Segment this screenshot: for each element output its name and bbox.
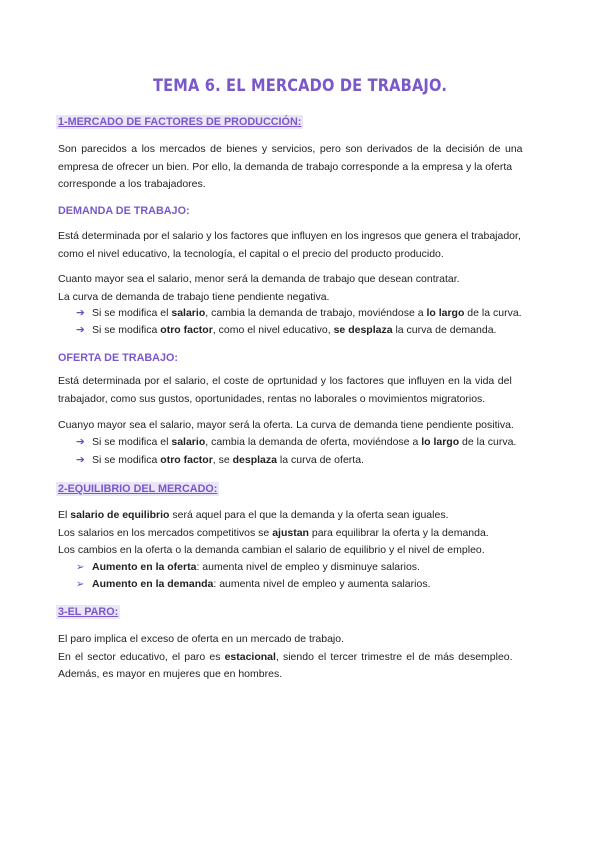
arrow-bullet-icon: ➔ — [76, 324, 85, 336]
text-line: Los salarios en los mercados competitivos se ajustan para equilibrar la oferta y la demanda. — [58, 526, 489, 539]
text-line: El paro implica el exceso de oferta en un mercado de trabajo. — [58, 633, 344, 645]
paragraph-paro — [58, 631, 544, 684]
text-line: Cuanto mayor sea el salario, menor será la demanda de trabajo que desean contratar. — [58, 273, 460, 285]
arrow-bullet-icon: ➔ — [76, 307, 85, 319]
bullet-aumento-oferta: ➢ Aumento en la oferta: aumenta nivel de empleo y disminuye salarios. — [76, 559, 420, 576]
text-line: En el sector educativo, el paro es estacional, siendo el tercer trimestre el de más desempleo. — [58, 650, 513, 663]
bullet-aumento-demanda: ➢ Aumento en la demanda: aumenta nivel de empleo y aumenta salarios. — [76, 576, 430, 593]
paragraph-equilibrio — [58, 507, 544, 560]
text-line: El salario de equilibrio será aquel para el que la demanda y la oferta sean iguales. — [58, 509, 449, 521]
text-line: Cuanyo mayor sea el salario, mayor será la oferta. La curva de demanda tiene pendiente positiva. — [58, 419, 514, 431]
paragraph-factores — [58, 141, 544, 194]
paragraph-demanda-1 — [58, 228, 544, 263]
subheading-oferta: OFERTA DE TRABAJO: — [58, 352, 178, 364]
bullet-demanda-salario: ➔ Si se modifica el salario, cambia la demanda de trabajo, moviéndose a lo largo de la curva. — [76, 307, 522, 319]
paragraph-oferta-2 — [58, 417, 544, 435]
paragraph-demanda-2 — [58, 271, 544, 306]
triangle-bullet-icon: ➢ — [76, 579, 85, 590]
text-line: corresponde a los trabajadores. — [58, 178, 206, 190]
triangle-bullet-icon: ➢ — [76, 562, 85, 573]
arrow-bullet-icon: ➔ — [76, 454, 85, 466]
text-line: Los cambios en la oferta o la demanda cambian el salario de equilibrio y el nivel de empleo. — [58, 544, 485, 556]
text-line: Son parecidos a los mercados de bienes y servicios, pero son derivados de la decisión de una — [58, 143, 523, 155]
bullet-oferta-salario: ➔ Si se modifica el salario, cambia la demanda de oferta, moviéndose a lo largo de la curva. — [76, 436, 517, 448]
text-line: Está determinada por el salario, el coste de oprtunidad y los factores que influyen en la vida del — [58, 375, 512, 387]
text-line: empresa de ofrecer un bien. Por ello, la demanda de trabajo corresponde a la empresa y la oferta — [58, 160, 513, 173]
bullet-demanda-otro-factor: ➔ Si se modifica otro factor, como el nivel educativo, se desplaza la curva de demanda. — [76, 324, 497, 336]
section-heading-equilibrio: 2-EQUILIBRIO DEL MERCADO: — [58, 483, 218, 495]
text-line: trabajador, como sus gustos, oportunidades, rentas no laborales o movimientos migratorios. — [58, 392, 486, 405]
text-line: La curva de demanda de trabajo tiene pendiente negativa. — [58, 290, 330, 303]
page-title: TEMA 6. EL MERCADO DE TRABAJO. — [152, 76, 448, 96]
paragraph-oferta-1 — [58, 373, 544, 408]
bullet-oferta-otro-factor: ➔ Si se modifica otro factor, se desplaza la curva de oferta. — [76, 454, 364, 466]
arrow-bullet-icon: ➔ — [76, 436, 85, 448]
section-heading-factores: 1-MERCADO DE FACTORES DE PRODUCCIÓN: — [58, 116, 302, 128]
text-line: Está determinada por el salario y los factores que influyen en los ingresos que genera el trabajador, — [58, 230, 521, 242]
text-line: Además, es mayor en mujeres que en hombres. — [58, 668, 283, 680]
subheading-demanda: DEMANDA DE TRABAJO: — [58, 205, 190, 217]
section-heading-paro: 3-EL PARO: — [58, 606, 119, 618]
text-line: como el nivel educativo, la tecnología, el capital o el precio del producto producido. — [58, 247, 444, 260]
